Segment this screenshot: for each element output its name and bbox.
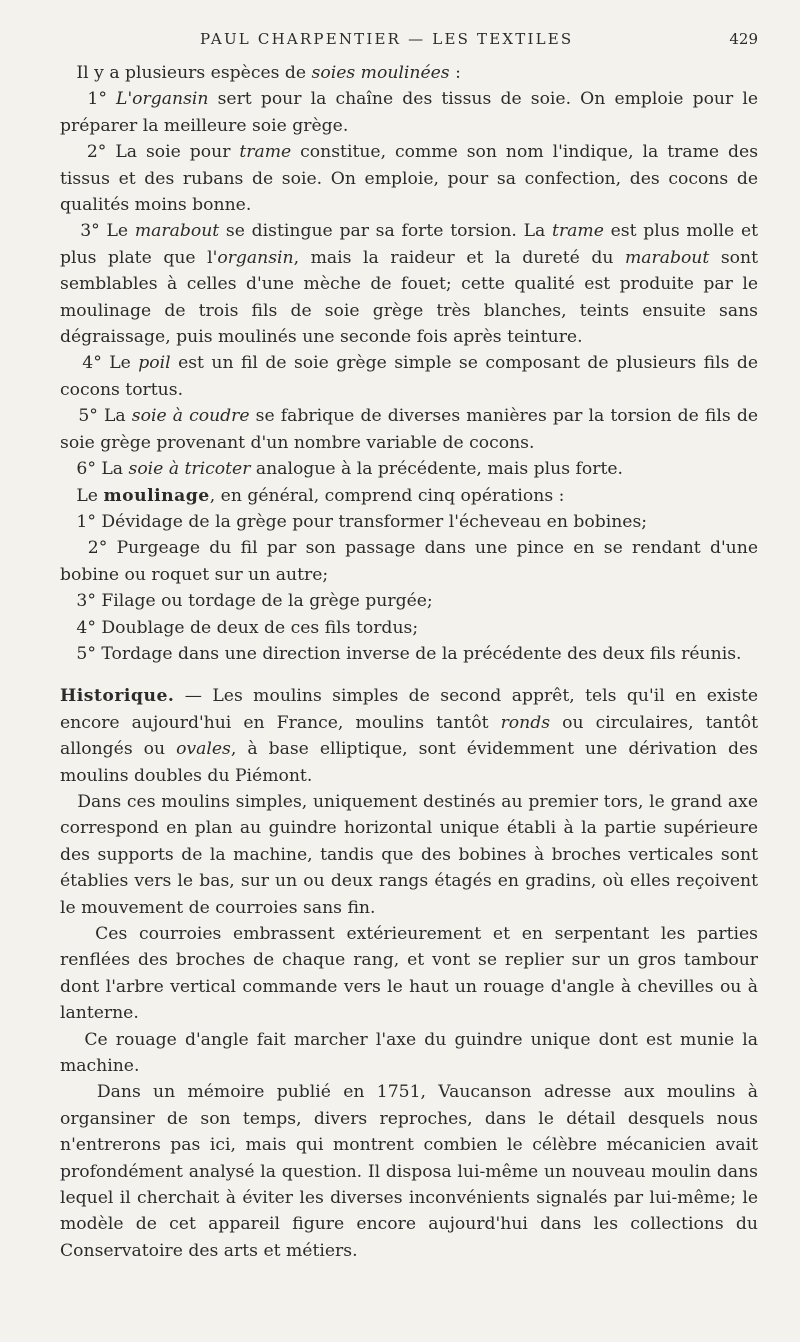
list-item: 1° L'organsin sert pour la chaîne des tissus de soie. On emploie pour le préparer la meilleure soie grège.: [60, 89, 759, 136]
list-item: 4° Doublage de deux de ces fils tordus;: [76, 617, 419, 638]
section-gap: [60, 667, 758, 683]
list-item: 4° Le poil est un fil de soie grège simple se composant de plusieurs fils de cocons tortus.: [60, 353, 759, 400]
paragraph: Le moulinage, en général, comprend cinq opérations :: [76, 485, 565, 506]
list-item: 5° La soie à coudre se fabrique de diverses manières par la torsion de fils de soie grège provenant d'un nombre variable de cocons.: [60, 406, 759, 453]
paragraph: Ce rouage d'angle fait marcher l'axe du guindre unique dont est munie la machine.: [60, 1029, 759, 1077]
list-item: 1° Dévidage de la grège pour transformer l'écheveau en bobines;: [76, 511, 648, 532]
paragraph: Dans un mémoire publié en 1751, Vaucanson adresse aux moulins à organsiner de son temps, divers reproches, dans le détail desquels nous n'entrerons pas ici, mais qui montrent combien le célèbre mécanicien avait profondément analysé la question. Il disposa lui-même un nouveau moulin dans lequel il cherchait à éviter les diverses inconvénients signalés par lui-même; le modèle de cet appareil figure encore aujourd'hui dans les collections du Conservatoire des arts et métiers.: [60, 1082, 759, 1261]
list-item: 3° Filage ou tordage de la grège purgée;: [76, 591, 433, 612]
section-heading: Historique.: [60, 686, 175, 707]
list-item: 5° Tordage dans une direction inverse de la précédente des deux fils réunis.: [76, 643, 742, 664]
paragraph: Dans ces moulins simples, uniquement destinés au premier tors, le grand axe correspond en plan au guindre horizontal unique établi à la partie supérieure des supports de la machine, tandis que des bobines à broches verticales sont établies vers le bas, sur un ou deux rangs étagés en gradins, où elles reçoivent le mouvement de courroies sans fin.: [60, 791, 759, 918]
section-paragraph: Historique. — Les moulins simples de second apprêt, tels qu'il en existe encore aujourd'hui en France, moulins tantôt ronds ou circulaires, tantôt allongés ou ovales, à base elliptique, sont évidemment une dérivation des moulins doubles du Piémont.: [60, 686, 758, 786]
page-number: 429: [729, 30, 758, 48]
paragraph: Ces courroies embrassent extérieurement et en serpentant les parties renflées des broches de chaque rang, et vont se replier sur un gros tambour dont l'arbre vertical commande vers le haut un rouage d'angle à chevilles ou à lanterne.: [60, 924, 758, 1024]
paragraph: Il y a plusieurs espèces de soies moulinées :: [76, 63, 461, 83]
running-title: PAUL CHARPENTIER — LES TEXTILES: [200, 30, 574, 48]
list-item: 2° La soie pour trame constitue, comme son nom l'indique, la trame des tissus et des rubans de soie. On emploie, pour sa confection, des cocons de qualités moins bonne.: [60, 142, 759, 216]
list-item: 3° Le marabout se distingue par sa forte torsion. La trame est plus molle et plus plate que l'organsin, mais la raideur et la dureté du marabout sont semblables à celles d'une mèche de fouet; cette qualité est produite par le moulinage de trois fils de soie grège très blanches, teints ensuite sans dégraissage, puis moulinés une seconde fois après teinture.: [60, 221, 759, 348]
running-header: [60, 30, 758, 60]
body-text: [60, 60, 758, 1264]
list-item: 2° Purgeage du fil par son passage dans une pince en se rendant d'une bobine ou roquet sur un autre;: [60, 538, 758, 585]
list-item: 6° La soie à tricoter analogue à la précédente, mais plus forte.: [76, 459, 623, 480]
